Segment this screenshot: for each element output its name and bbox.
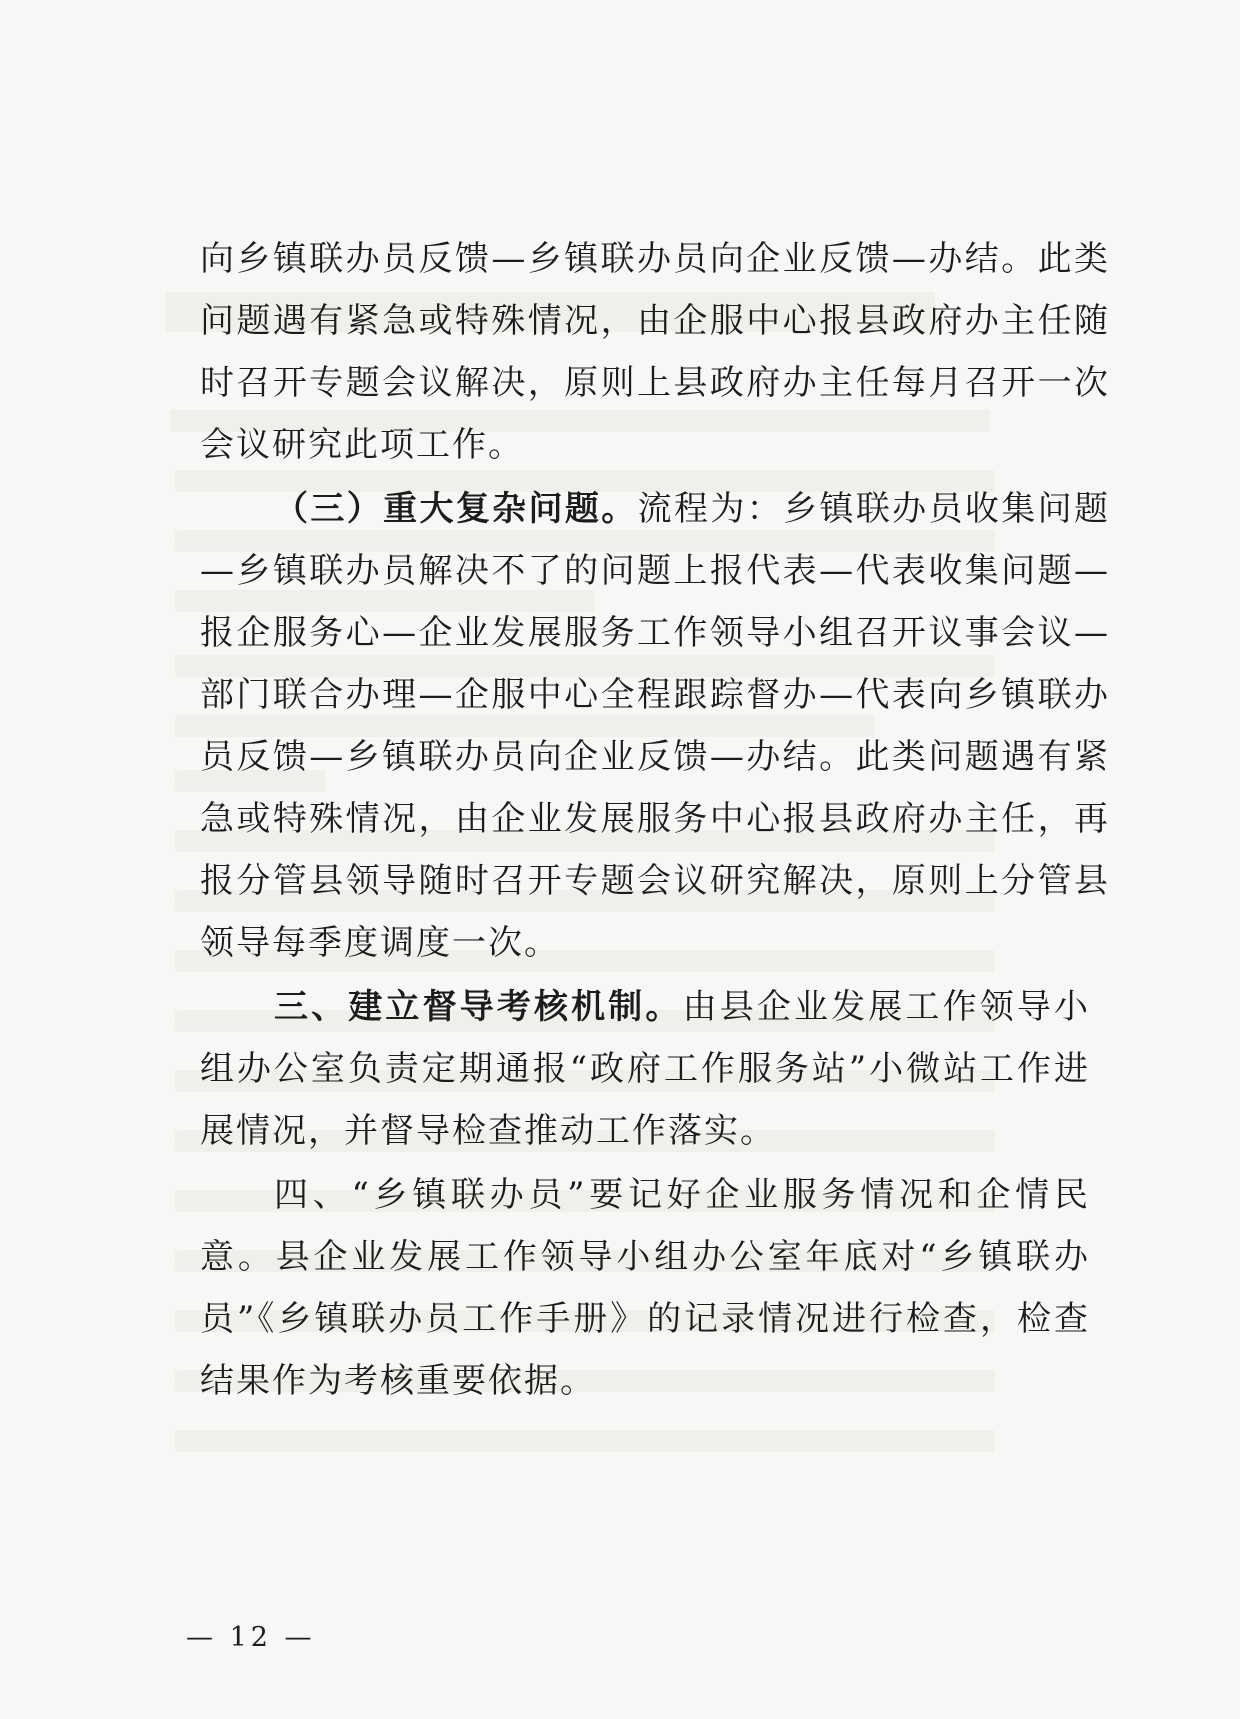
paragraph-text: 向乡镇联办员反馈—乡镇联办员向企业反馈—办结。此类问题遇有紧急或特殊情况，由企服中心报县政府办主任随时召开专题会议解决，原则上县政府办主任每月召开一次会议研究此项工作。 — [200, 239, 1110, 465]
page-number: — 12 — — [186, 1622, 316, 1653]
paragraph-liaison-records — [200, 1164, 1090, 1412]
section-heading: 三、建立督导考核机制。 — [274, 987, 683, 1027]
paragraph-text: 四、“乡镇联办员”要记好企业服务情况和企情民意。县企业发展工作领导小组办公室年底对“乡镇联办员”《乡镇联办员工作手册》的记录情况进行检查，检查结果作为考核重要依据。 — [200, 1175, 1090, 1401]
paragraph-process-continuation — [200, 228, 1110, 476]
paragraph-text: 由县企业发展工作领导小组办公室负责定期通报“政府工作服务站”小微站工作进展情况，并督导检查推动工作落实。 — [200, 987, 1091, 1151]
paragraph-major-complex-issues — [200, 478, 1110, 974]
paragraph-text: 流程为：乡镇联办员收集问题—乡镇联办员解决不了的问题上报代表—代表收集问题—报企服务心—企业发展服务工作领导小组召开议事会议—部门联合办理—企服中心全程跟踪督办—代表向乡镇联办员反馈—乡镇联办员向企业反馈—办结。此类问题遇有紧急或特殊情况，由企业发展服务中心报县政府办主任，再报分管县领导随时召开专题会议研究解决，原则上分管县领导每季度调度一次。 — [200, 489, 1111, 963]
section-heading: （三）重大复杂问题。 — [274, 489, 638, 529]
paragraph-supervision-mechanism — [200, 976, 1090, 1162]
document-body — [200, 228, 1110, 1412]
